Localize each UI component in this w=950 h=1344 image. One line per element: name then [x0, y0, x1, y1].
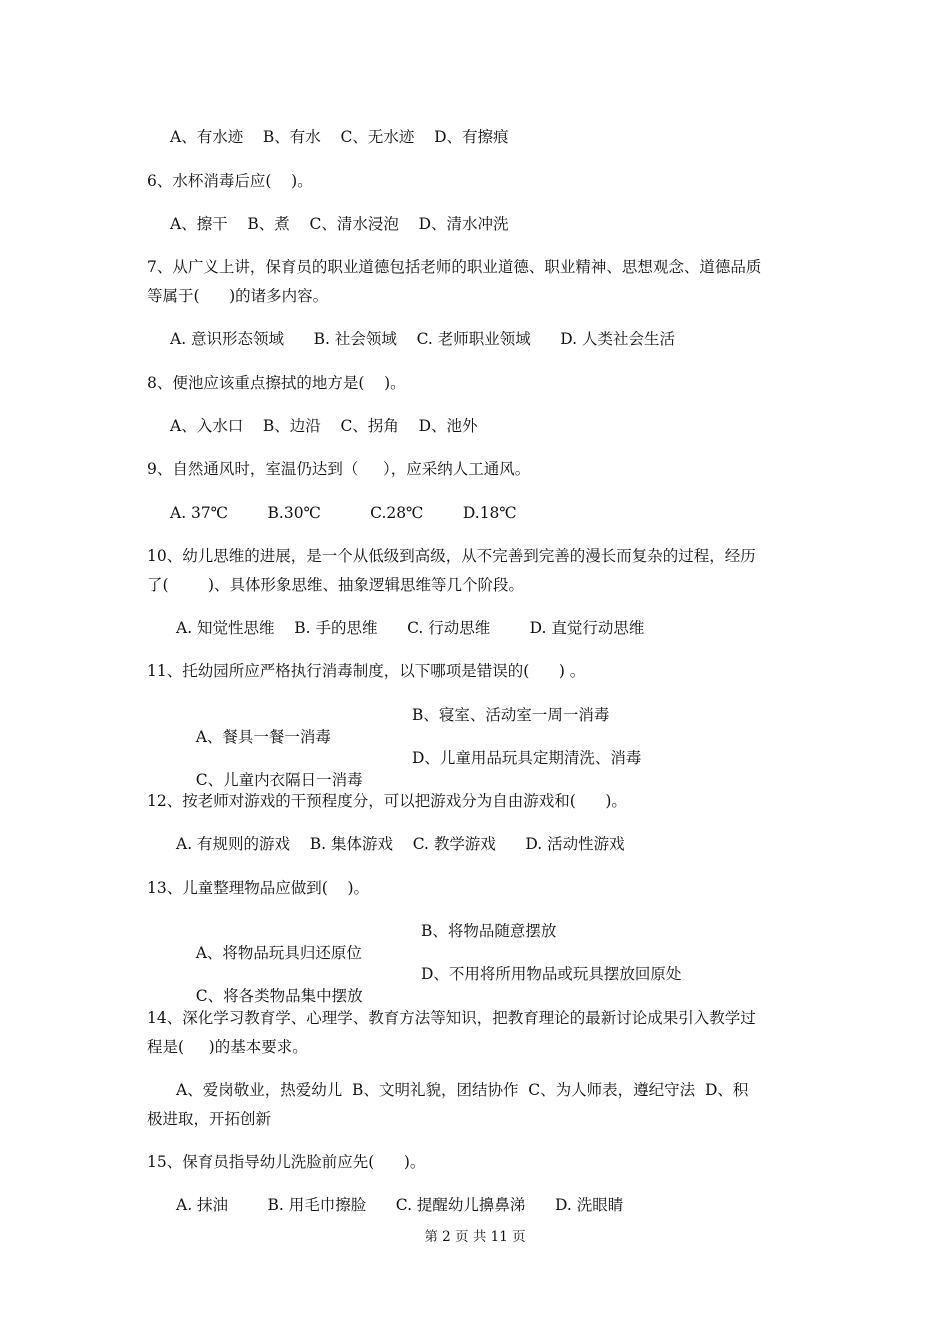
q12-options: A. 有规则的游戏 B. 集体游戏 C. 教学游戏 D. 活动性游戏: [176, 835, 625, 853]
q11-stem: 11、托幼园所应严格执行消毒制度，以下哪项是错误的( ) 。: [147, 662, 586, 680]
q13-stem: 13、儿童整理物品应做到( )。: [147, 879, 370, 897]
q13-option-d: D、不用将所用物品或玩具摆放回原处: [421, 965, 682, 983]
q7-stem-line2: 等属于( )的诸多内容。: [147, 287, 329, 305]
q9-options: A. 37℃ B.30℃ C.28℃ D.18℃: [170, 504, 517, 522]
q6-stem: 6、水杯消毒后应( )。: [147, 172, 313, 190]
q11-option-a: A、餐具一餐一消毒: [195, 728, 331, 746]
q14-options-line1: A、爱岗敬业，热爱幼儿 B、文明礼貌，团结协作 C、为人师表，遵纪守法 D、积: [176, 1081, 749, 1099]
q13-option-c: C、将各类物品集中摆放: [195, 987, 363, 1005]
q6-options: A、擦干 B、煮 C、清水浸泡 D、清水冲洗: [170, 215, 509, 233]
q14-stem-line1: 14、深化学习教育学、心理学、教育方法等知识，把教育理论的最新讨论成果引入教学过: [147, 1009, 756, 1027]
q14-options-line2: 极进取，开拓创新: [147, 1110, 272, 1128]
q11-option-c: C、儿童内衣隔日一消毒: [195, 771, 363, 789]
q13-option-b: B、将物品随意摆放: [421, 922, 557, 940]
q8-options: A、入水口 B、边沿 C、拐角 D、池外: [170, 417, 478, 435]
q13-option-a: A、将物品玩具归还原位: [195, 944, 362, 962]
q15-options: A. 抹油 B. 用毛巾擦脸 C. 提醒幼儿擤鼻涕 D. 洗眼睛: [176, 1196, 624, 1214]
q7-stem-line1: 7、从广义上讲，保育员的职业道德包括老师的职业道德、职业精神、思想观念、道德品质: [147, 258, 762, 276]
q12-stem: 12、按老师对游戏的干预程度分，可以把游戏分为自由游戏和( )。: [147, 792, 627, 810]
q11-option-b: B、寝室、活动室一周一消毒: [412, 706, 610, 724]
q10-stem-line1: 10、幼儿思维的进展，是一个从低级到高级，从不完善到完善的漫长而复杂的过程，经历: [147, 547, 756, 565]
q9-stem: 9、自然通风时，室温仍达到（ ），应采纳人工通风。: [147, 460, 531, 478]
q10-stem-line2: 了( )、具体形象思维、抽象逻辑思维等几个阶段。: [147, 576, 525, 594]
q11-option-d: D、儿童用品玩具定期清洗、消毒: [412, 749, 642, 767]
q7-options: A. 意识形态领域 B. 社会领域 C. 老师职业领域 D. 人类社会生活: [170, 330, 676, 348]
page-footer: 第 2 页 共 11 页: [424, 1229, 526, 1245]
q14-stem-line2: 程是( )的基本要求。: [147, 1038, 308, 1056]
q10-options: A. 知觉性思维 B. 手的思维 C. 行动思维 D. 直觉行动思维: [176, 619, 645, 637]
q5-options: A、有水迹 B、有水 C、无水迹 D、有擦痕: [170, 128, 509, 146]
q15-stem: 15、保育员指导幼儿洗脸前应先( )。: [147, 1153, 426, 1171]
q8-stem: 8、便池应该重点擦拭的地方是( )。: [147, 374, 406, 392]
